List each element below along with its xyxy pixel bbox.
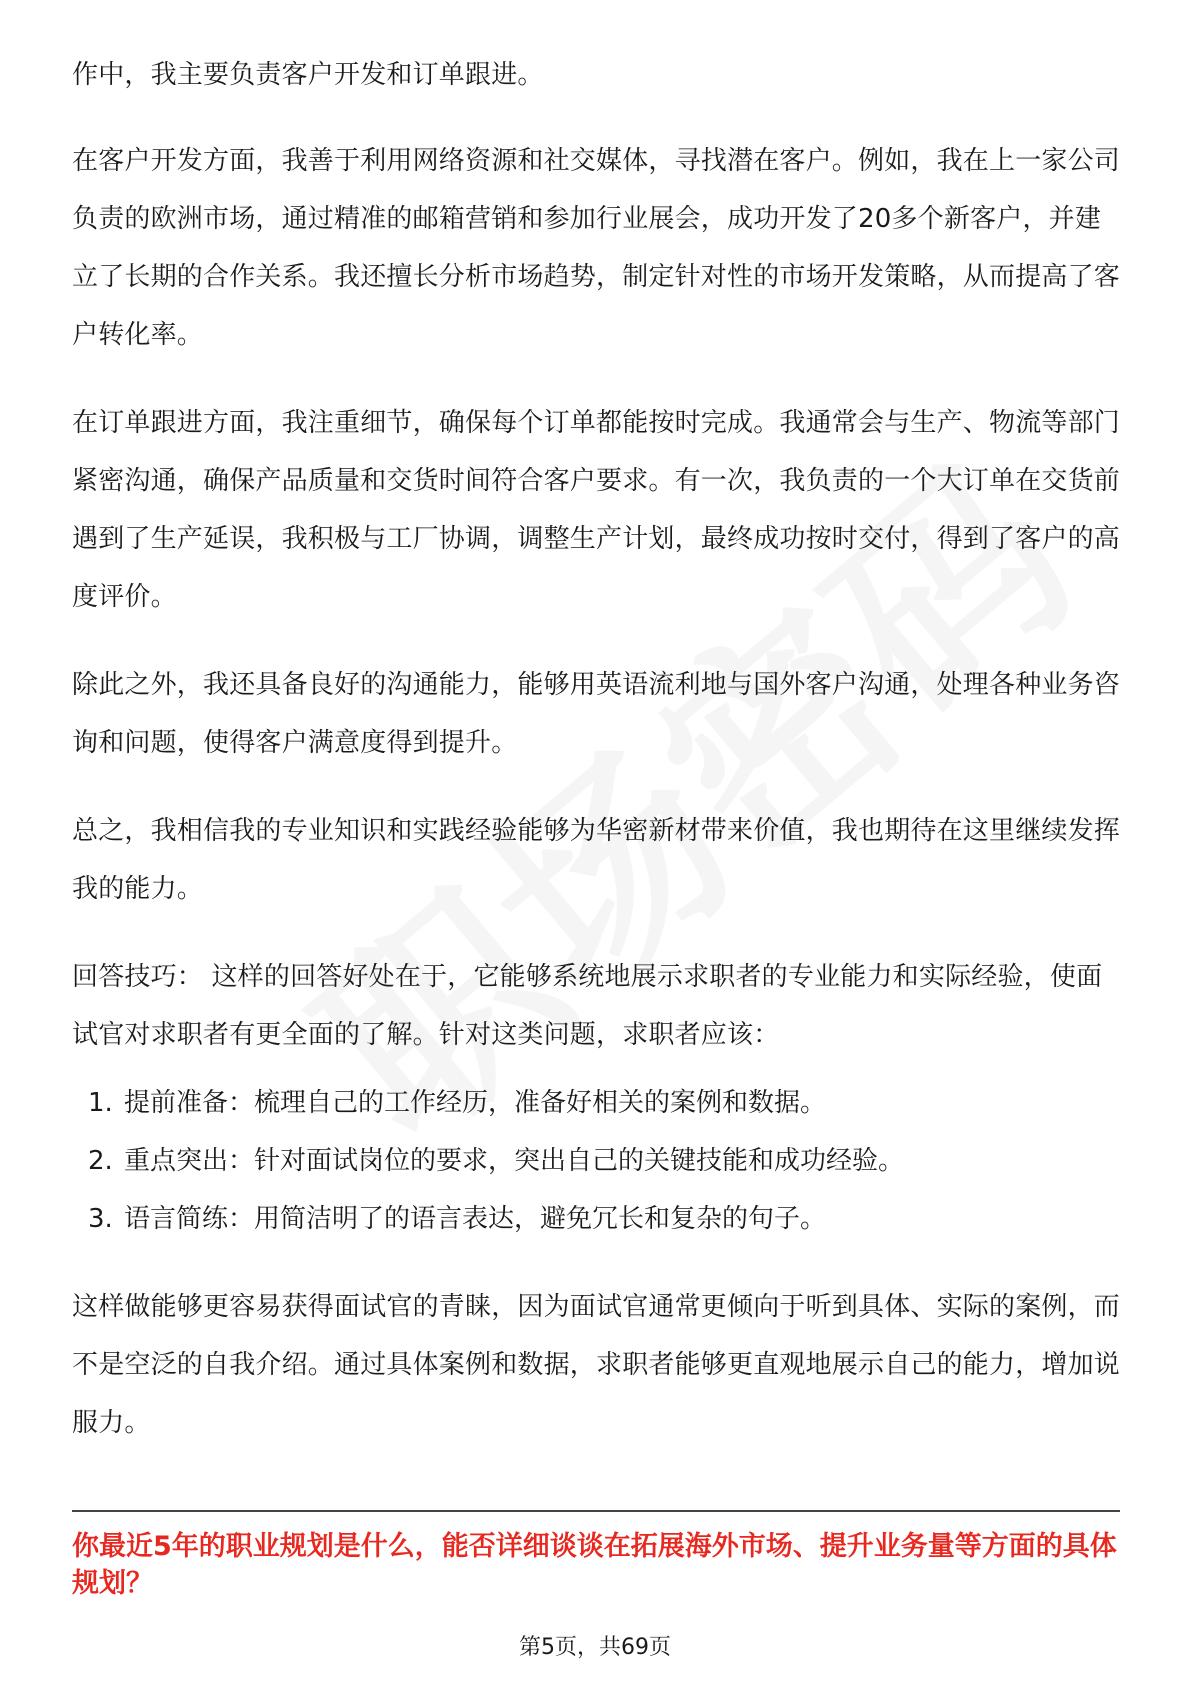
tips-list (72, 1074, 1122, 1248)
list-text: 语言简练：用简洁明了的语言表达，避免冗长和复杂的句子。 (124, 1204, 827, 1234)
page-footer: 第5页，共69页 (519, 1635, 671, 1660)
list-item (72, 1132, 1122, 1190)
list-number: 1. (88, 1088, 113, 1118)
list-item (72, 1074, 1122, 1132)
paragraph-summary: 总之，我相信我的专业知识和实践经验能够为华密新材带来价值，我也期待在这里继续发挥我的能力。 (72, 816, 1121, 904)
paragraph-client-development: 在客户开发方面，我善于利用网络资源和社交媒体，寻找潜在客户。例如，我在上一家公司负责的欧洲市场，通过精准的邮箱营销和参加行业展会，成功开发了20多个新客户，并建立了长期的合作关系。我还擅长分析市场趋势，制定针对性的市场开发策略，从而提高了客户转化率。 (72, 146, 1121, 350)
paragraph-communication: 除此之外，我还具备良好的沟通能力，能够用英语流利地与国外客户沟通，处理各种业务咨询和问题，使得客户满意度得到提升。 (72, 670, 1121, 758)
answer-body (72, 46, 1122, 1482)
paragraph-intro: 作中，我主要负责客户开发和订单跟进。 (72, 60, 544, 90)
list-number: 2. (88, 1146, 113, 1176)
next-question-heading: 你最近5年的职业规划是什么，能否详细谈谈在拓展海外市场、提升业务量等方面的具体规划？ (72, 1531, 1117, 1599)
list-text: 提前准备：梳理自己的工作经历，准备好相关的案例和数据。 (124, 1088, 827, 1118)
list-number: 3. (88, 1204, 113, 1234)
paragraph-answer-tips: 回答技巧： 这样的回答好处在于，它能够系统地展示求职者的专业能力和实际经验，使面试官对求职者有更全面的了解。针对这类问题，求职者应该： (72, 962, 1103, 1050)
section-divider (72, 1510, 1120, 1512)
paragraph-order-followup: 在订单跟进方面，我注重细节，确保每个订单都能按时完成。我通常会与生产、物流等部门紧密沟通，确保产品质量和交货时间符合客户要求。有一次，我负责的一个大订单在交货前遇到了生产延误，我积极与工厂协调，调整生产计划，最终成功按时交付，得到了客户的高度评价。 (72, 408, 1121, 612)
list-item (72, 1190, 1122, 1248)
paragraph-closing: 这样做能够更容易获得面试官的青睐，因为面试官通常更倾向于听到具体、实际的案例，而不是空泛的自我介绍。通过具体案例和数据，求职者能够更直观地展示自己的能力，增加说服力。 (72, 1292, 1121, 1438)
list-text: 重点突出：针对面试岗位的要求，突出自己的关键技能和成功经验。 (124, 1146, 905, 1176)
